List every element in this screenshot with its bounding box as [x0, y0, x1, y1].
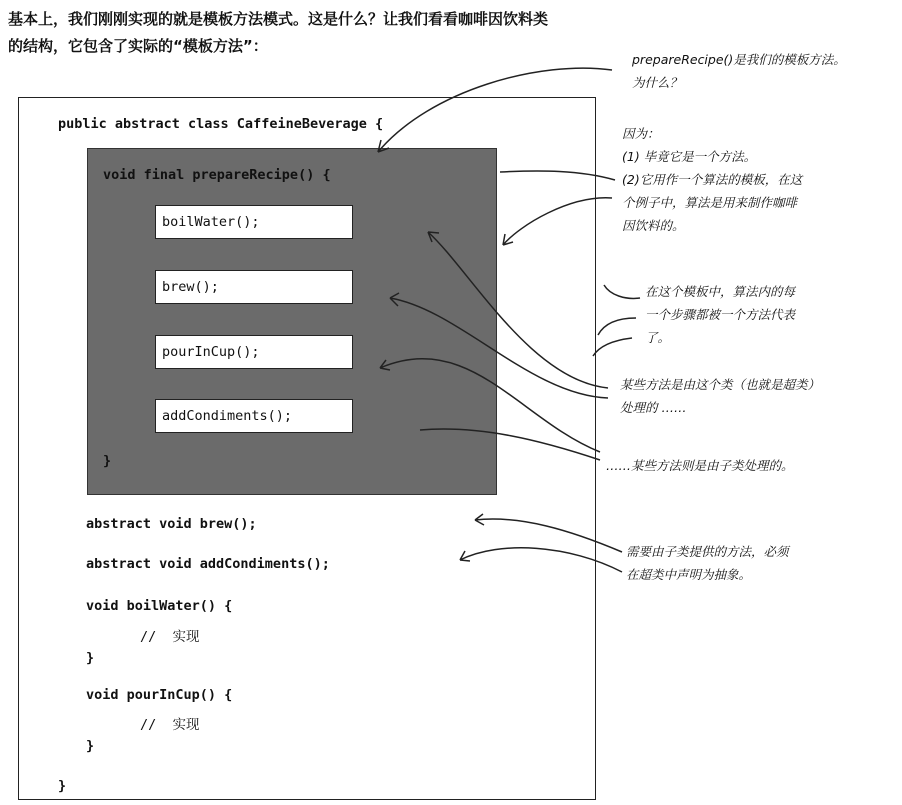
note-line: (1) 毕竟它是一个方法。 — [622, 149, 757, 164]
note-line: 为什么？ — [632, 75, 683, 90]
template-method-declaration: void final prepareRecipe() { — [103, 167, 331, 183]
class-declaration: public abstract class CaffeineBeverage { — [58, 116, 384, 132]
boil-water-close: } — [86, 650, 95, 666]
template-method-box — [87, 148, 497, 495]
note-template-method — [632, 48, 846, 94]
note-steps — [645, 280, 795, 349]
note-line: 处理的 …… — [620, 400, 687, 415]
note-abstract-methods — [626, 540, 789, 586]
note-line: 在这个模板中，算法内的每 — [645, 284, 796, 299]
note-line: 因饮料的。 — [622, 218, 685, 233]
pour-in-cup-declaration: void pourInCup() { — [86, 687, 233, 703]
boil-water-declaration: void boilWater() { — [86, 598, 233, 614]
step-boil-water: boilWater(); — [155, 205, 353, 239]
arrow-step-2 — [598, 318, 636, 335]
intro-line-2: 的结构，它包含了实际的“模板方法”： — [8, 37, 268, 55]
step-add-condiments: addCondiments(); — [155, 399, 353, 433]
note-because — [622, 122, 802, 237]
class-close: } — [58, 778, 67, 794]
note-line: 需要由子类提供的方法，必须 — [626, 544, 789, 559]
intro-line-1: 基本上，我们刚刚实现的就是模板方法模式。这是什么？让我们看看咖啡因饮料类 — [8, 10, 549, 28]
note-line: prepareRecipe()是我们的模板方法。 — [632, 52, 846, 67]
step-brew: brew(); — [155, 270, 353, 304]
abstract-add-condiments: abstract void addCondiments(); — [86, 556, 330, 572]
note-subclass-methods: ……某些方法则是由子类处理的。 — [606, 458, 794, 473]
note-line: 了。 — [645, 330, 671, 345]
note-line: 个例子中，算法是用来制作咖啡 — [622, 195, 798, 210]
pour-in-cup-body: // 实现 — [140, 717, 200, 733]
pour-in-cup-close: } — [86, 738, 95, 754]
abstract-brew: abstract void brew(); — [86, 516, 257, 532]
note-line: 某些方法是由这个类（也就是超类） — [620, 377, 821, 392]
boil-water-body: // 实现 — [140, 629, 200, 645]
arrow-step-3 — [593, 338, 632, 356]
arrow-step-1 — [604, 285, 640, 298]
note-line: 在超类中声明为抽象。 — [626, 567, 752, 582]
template-method-close: } — [103, 453, 112, 469]
step-pour-in-cup: pourInCup(); — [155, 335, 353, 369]
note-line: (2)它用作一个算法的模板，在这 — [622, 172, 803, 187]
note-line: 因为： — [622, 126, 660, 141]
note-line: 一个步骤都被一个方法代表 — [645, 307, 796, 322]
note-superclass-methods — [620, 373, 820, 419]
